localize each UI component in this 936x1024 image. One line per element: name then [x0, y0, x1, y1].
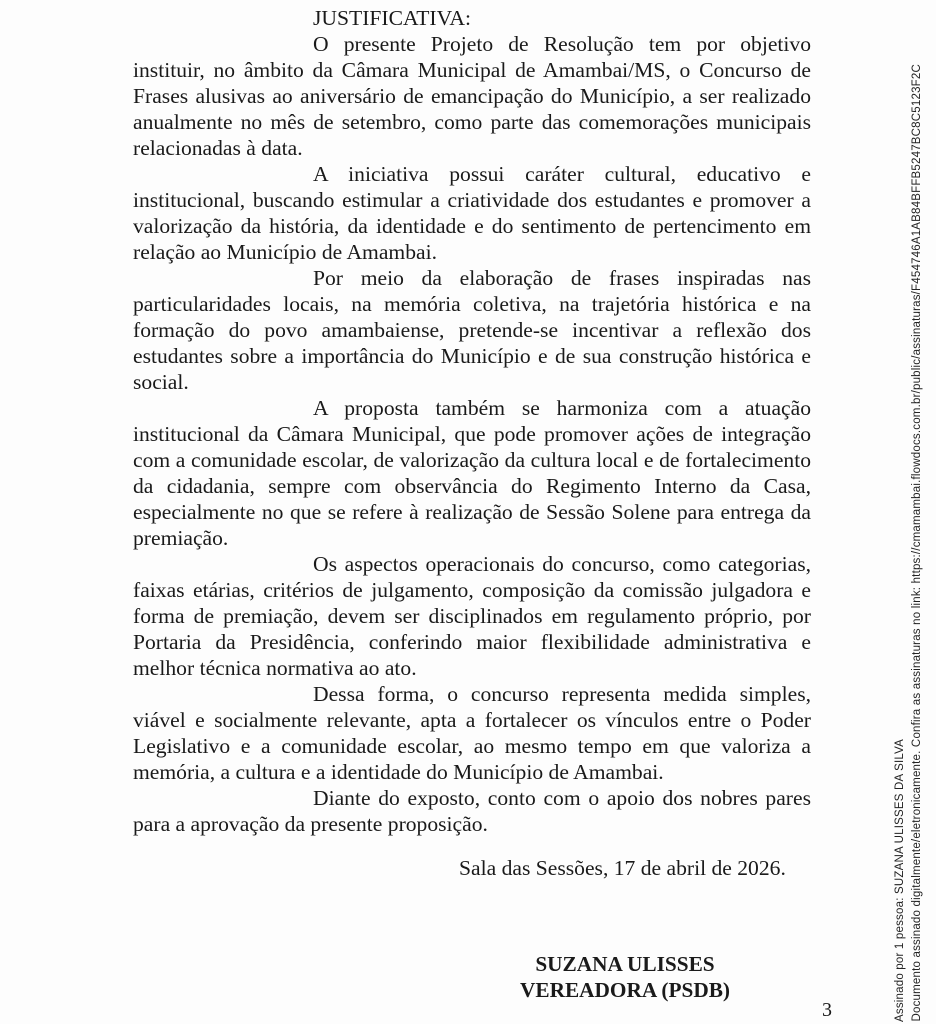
signature-block	[420, 951, 830, 1003]
signature-name: SUZANA ULISSES	[535, 952, 715, 976]
paragraph: Dessa forma, o concurso representa medida simples, viável e socialmente relevante, apta a fortalecer os vínculos entre o Poder Legislativo e a comunidade escolar, ao mesmo tempo em que valoriza a memória, a cultura e a identidade do Município de Amambai.	[133, 682, 811, 784]
paragraph: Por meio da elaboração de frases inspiradas nas particularidades locais, na memória coletiva, na trajetória histórica e na formação do povo amambaiense, pretende-se incentivar a reflexão dos estudantes sobre a importância do Município e de sua construção histórica e social.	[133, 266, 811, 394]
paragraph: A iniciativa possui caráter cultural, educativo e institucional, buscando estimular a criatividade dos estudantes e promover a valorização da história, da identidade e do sentimento de pertencimento em relação ao Município de Amambai.	[133, 162, 811, 264]
digital-signature-signer-note: Assinado por 1 pessoa: SUZANA ULISSES DA SILVA	[894, 739, 906, 1022]
page-number: 3	[822, 999, 832, 1021]
paragraph: A proposta também se harmoniza com a atuação institucional da Câmara Municipal, que pode promover ações de integração com a comunidade escolar, de valorização da cultura local e de fortalecimento da cidadania, sempre com observância do Regimento Interno da Casa, especialmente no que se refere à realização de Sessão Solene para entrega da premiação.	[133, 396, 811, 550]
justification-body	[133, 5, 811, 837]
paragraph: Os aspectos operacionais do concurso, como categorias, faixas etárias, critérios de julgamento, composição da comissão julgadora e forma de premiação, devem ser disciplinados em regulamento próprio, por Portaria da Presidência, conferindo maior flexibilidade administrativa e melhor técnica normativa ao ato.	[133, 552, 811, 680]
dateline: Sala das Sessões, 17 de abril de 2026.	[459, 856, 786, 880]
signature-role: VEREADORA (PSDB)	[519, 978, 731, 1002]
section-heading: JUSTIFICATIVA:	[313, 6, 471, 30]
paragraph: O presente Projeto de Resolução tem por objetivo instituir, no âmbito da Câmara Municipal de Amambai/MS, o Concurso de Frases alusivas ao aniversário de emancipação do Município, a ser realizado anualmente no mês de setembro, como parte das comemorações municipais relacionadas à data.	[133, 32, 811, 160]
paragraph: Diante do exposto, conto com o apoio dos nobres pares para a aprovação da presente proposição.	[133, 786, 811, 836]
digital-signature-verification-note: Documento assinado digitalmente/eletronicamente. Confira as assinaturas no link: https://cmamambai.flowdocs.com.br/public/assinaturas/F454746A1AB84BFFB5247BC8C5123F2C	[911, 64, 923, 1022]
